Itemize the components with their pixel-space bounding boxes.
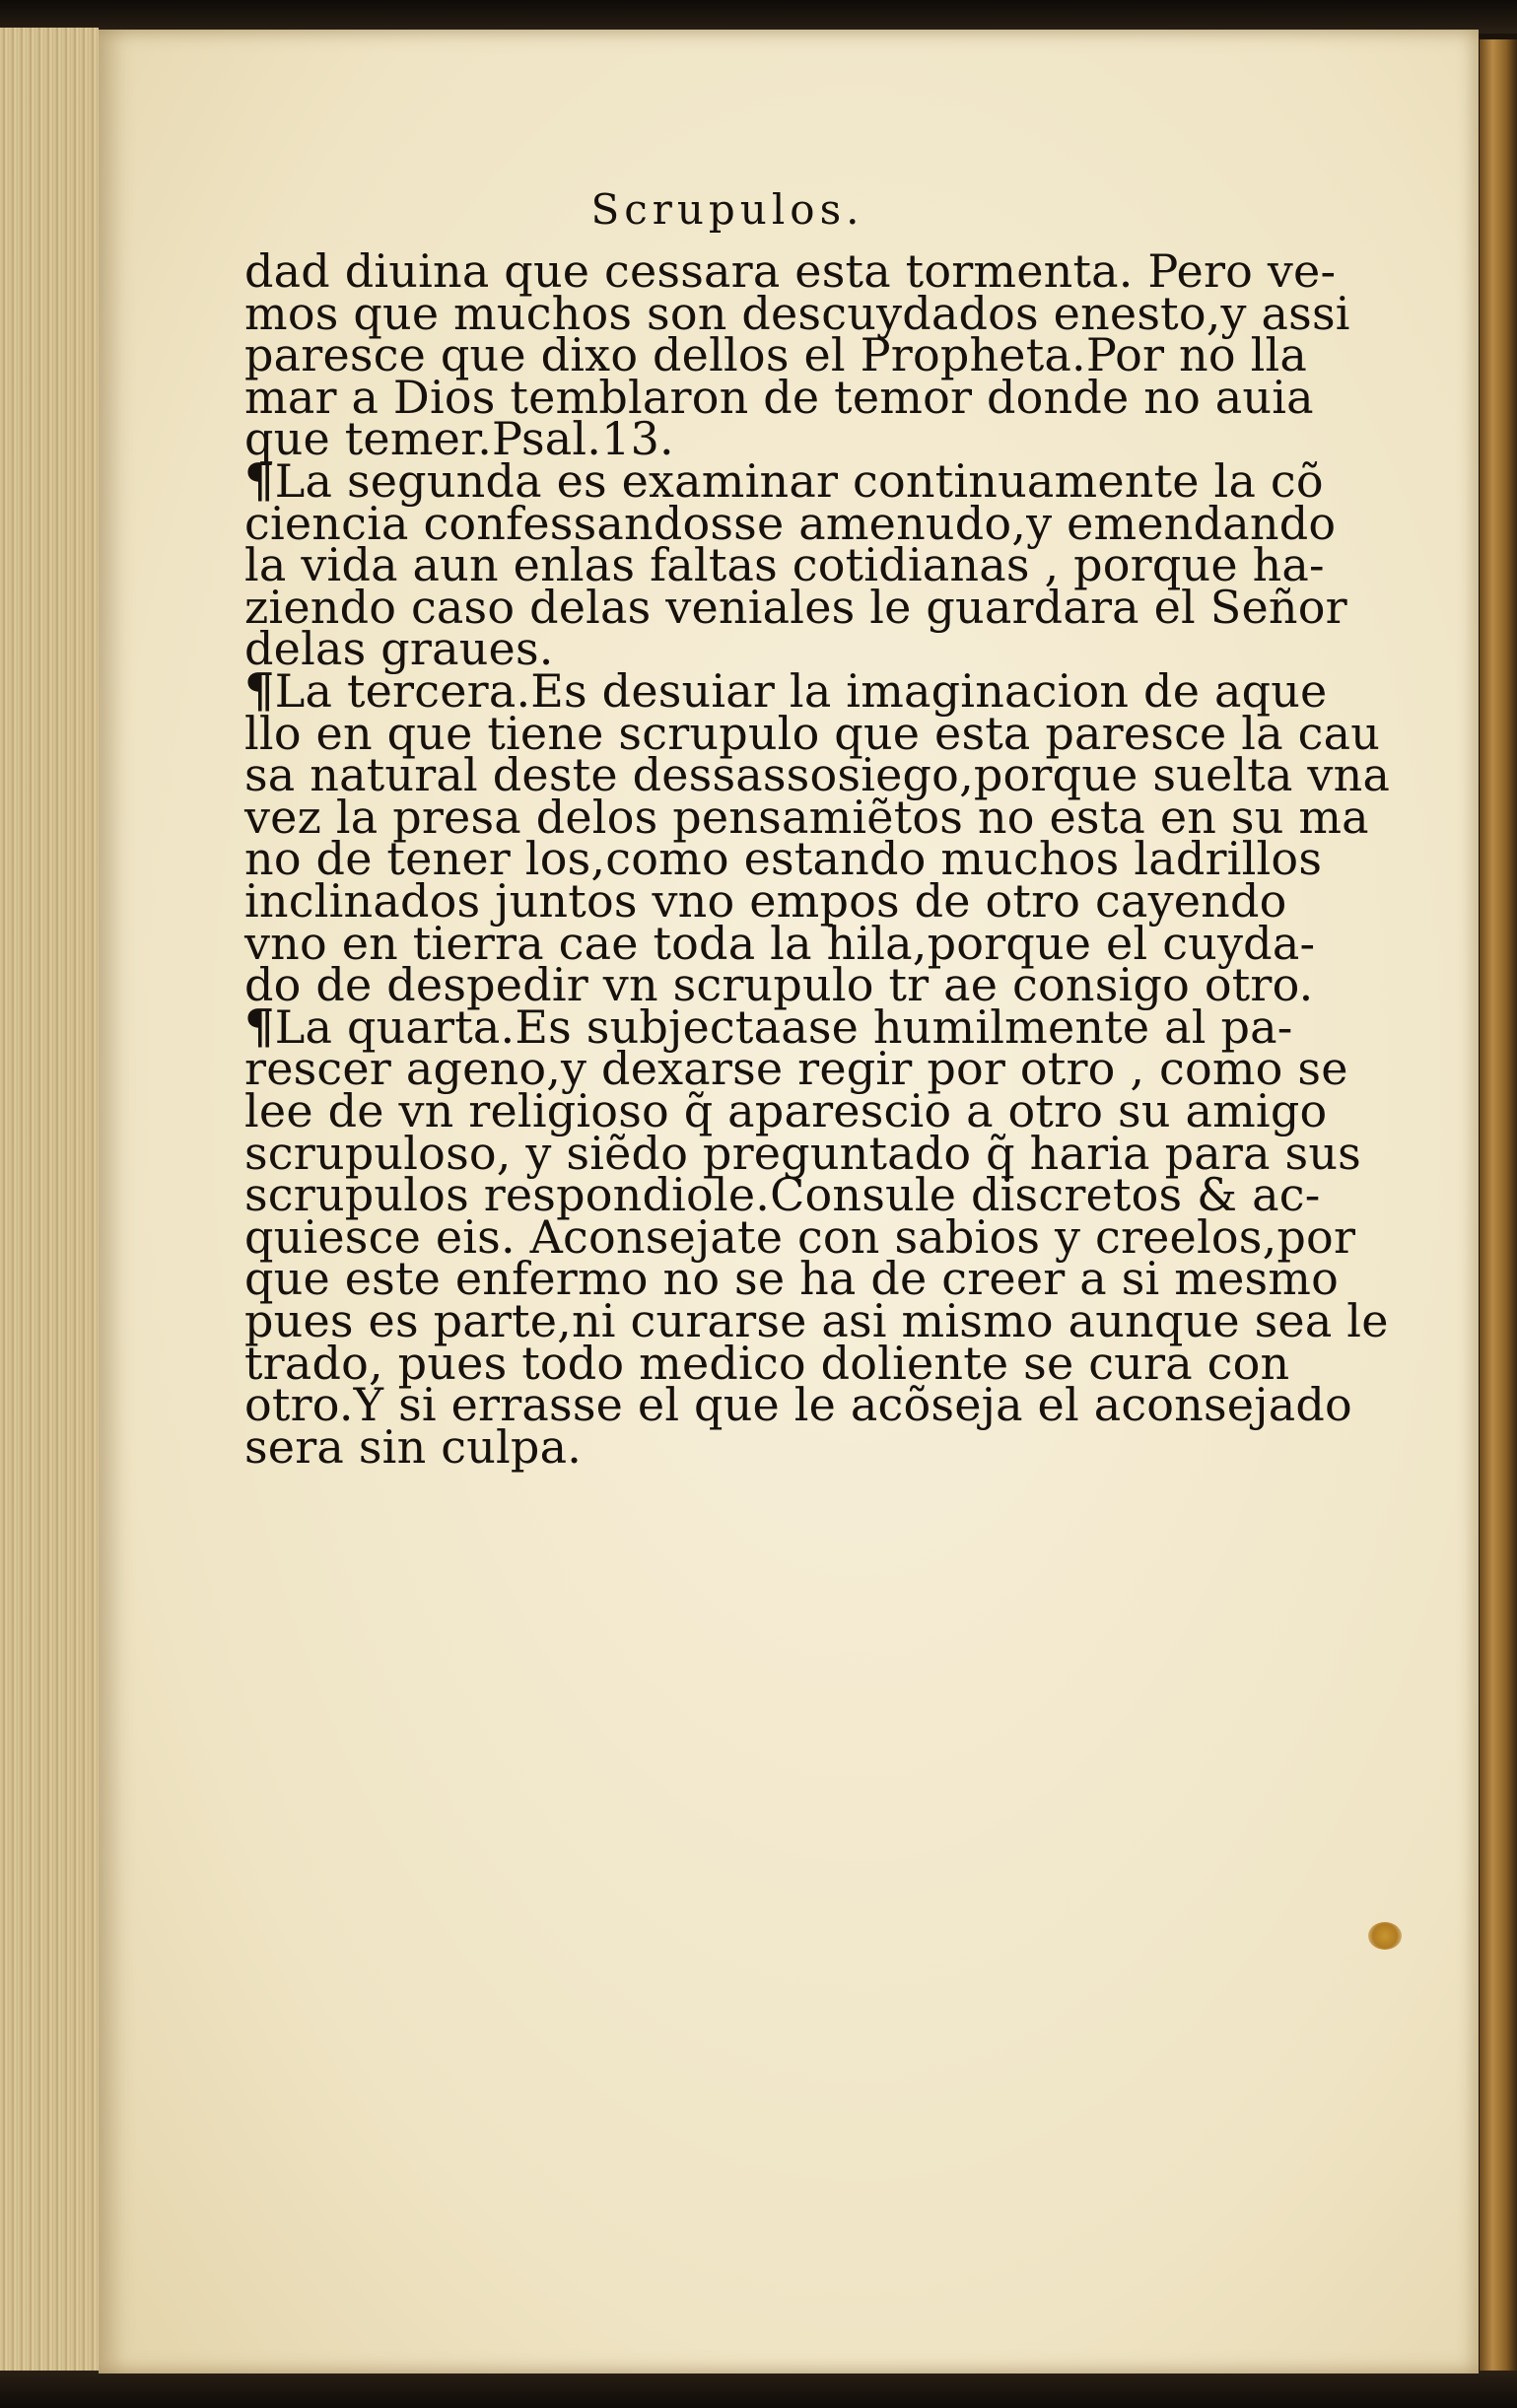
- paragraph-mark: ¶: [244, 663, 275, 719]
- line-text: que temer.Psal.13.: [244, 412, 674, 466]
- paragraph-mark: ¶: [244, 998, 275, 1055]
- line-text: mos que muchos son descuydados enesto,y assi: [244, 286, 1350, 340]
- line-text: que este enfermo no se ha de creer a si mesmo: [244, 1252, 1340, 1306]
- line-text: quiesce eis. Aconsejate con sabios y creelos,por: [244, 1209, 1356, 1264]
- line-text: sera sin culpa.: [244, 1419, 583, 1474]
- line-text: mar a Dios temblaron de temor donde no auia: [244, 370, 1314, 424]
- paragraph-mark: ¶: [244, 453, 275, 509]
- line-text: la vida aun enlas faltas cotidianas , porque ha-: [244, 538, 1325, 592]
- line-text: pues es parte,ni curarse asi mismo aunque sea le: [244, 1294, 1389, 1347]
- line-text: dad diuina que cessara esta tormenta. Pero ve-: [244, 244, 1337, 298]
- page-edges-left: [0, 28, 99, 2374]
- line-text: sa natural deste dessassosiego,porque suelta vna: [244, 748, 1391, 802]
- line-text: rescer ageno,y dexarse regir por otro , como se: [244, 1042, 1348, 1096]
- text-line: [244, 1416, 582, 1478]
- line-text: ciencia confessandosse amenudo,y emendando: [244, 496, 1337, 550]
- ink-stain: [1368, 1922, 1402, 1950]
- line-text: no de tener los,como estando muchos ladrillos: [244, 832, 1323, 886]
- book-page: [99, 30, 1479, 2374]
- binding-edge-right: [1480, 39, 1517, 2375]
- line-text: vno en tierra cae toda la hila,porque el cuyda-: [244, 916, 1316, 970]
- bottom-shadow: [0, 2371, 1517, 2408]
- line-text: otro.Y si errasse el que le acõseja el aconsejado: [244, 1378, 1352, 1432]
- line-text: do de despedir vn scrupulo tr ae consigo otro.: [244, 958, 1314, 1012]
- line-text: paresce que dixo dellos el Propheta.Por no lla: [244, 328, 1308, 382]
- line-text: La quarta.Es subjectaase humilmente al pa-: [274, 999, 1293, 1054]
- line-text: vez la presa delos pensamiẽtos no esta en su ma: [244, 790, 1369, 844]
- line-text: La tercera.Es desuiar la imaginacion de aque: [274, 664, 1328, 718]
- line-text: trado, pues todo medico doliente se cura con: [244, 1336, 1290, 1390]
- top-shadow: [0, 0, 1517, 34]
- line-text: ziendo caso delas veniales le guardara el Señor: [244, 580, 1347, 634]
- line-text: La segunda es examinar continuamente la cõ: [274, 454, 1324, 508]
- line-text: llo en que tiene scrupulo que esta paresce la cau: [244, 706, 1381, 760]
- running-head: Scrupulos.: [590, 185, 864, 234]
- line-text: inclinados juntos vno empos de otro cayendo: [244, 874, 1287, 928]
- line-text: scrupuloso, y siẽdo preguntado q̃ haria para sus: [244, 1126, 1361, 1180]
- line-text: lee de vn religioso q̃ aparescio a otro su amigo: [244, 1084, 1328, 1137]
- line-text: delas graues.: [244, 622, 554, 676]
- line-text: scrupulos respondiole.Consule discretos & ac-: [244, 1168, 1321, 1222]
